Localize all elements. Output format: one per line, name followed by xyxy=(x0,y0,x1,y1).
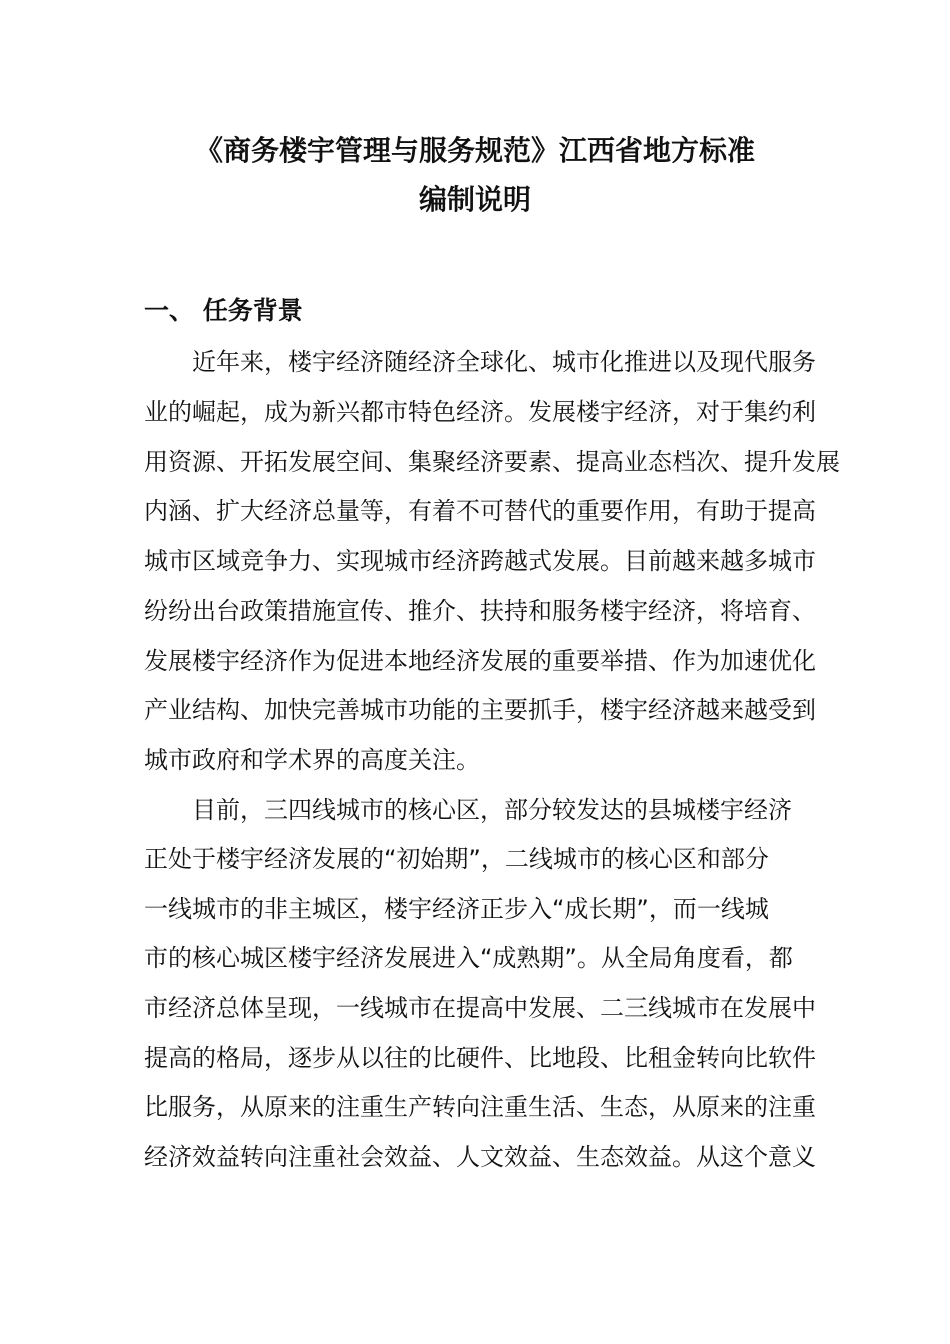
paragraph-line: 用资源、开拓发展空间、集聚经济要素、提高业态档次、提升发展 xyxy=(144,448,840,476)
paragraph-line: 纷纷出台政策措施宣传、推介、扶持和服务楼宇经济，将培育、 xyxy=(144,597,816,625)
paragraph-line: 发展楼宇经济作为促进本地经济发展的重要举措、作为加速优化 xyxy=(144,647,816,675)
paragraph-line: 比服务，从原来的注重生产转向注重生活、生态，从原来的注重 xyxy=(144,1093,816,1121)
paragraph-line: 近年来，楼宇经济随经济全球化、城市化推进以及现代服务 xyxy=(144,348,816,376)
paragraph-line: 市经济总体呈现，一线城市在提高中发展、二三线城市在发展中 xyxy=(144,994,816,1022)
paragraph-line: 城市区域竞争力、实现城市经济跨越式发展。目前越来越多城市 xyxy=(144,547,816,575)
document-title-line1: 《商务楼宇管理与服务规范》江西省地方标准 xyxy=(194,134,755,167)
section-heading-task-background: 一、 任务背景 xyxy=(144,296,303,325)
paragraph-line: 目前，三四线城市的核心区，部分较发达的县城楼宇经济 xyxy=(144,796,792,824)
document-title-line2: 编制说明 xyxy=(418,183,531,216)
paragraph-line: 提高的格局，逐步从以往的比硬件、比地段、比租金转向比软件 xyxy=(144,1044,816,1072)
paragraph-line: 业的崛起，成为新兴都市特色经济。发展楼宇经济，对于集约利 xyxy=(144,398,816,426)
paragraph-line: 正处于楼宇经济发展的“初始期”，二线城市的核心区和部分 xyxy=(144,845,769,873)
paragraph-line: 产业结构、加快完善城市功能的主要抓手，楼宇经济越来越受到 xyxy=(144,696,816,724)
paragraph-line: 市的核心城区楼宇经济发展进入“成熟期”。从全局角度看，都 xyxy=(144,944,793,972)
paragraph-line: 一线城市的非主城区，楼宇经济正步入“成长期”，而一线城 xyxy=(144,895,769,923)
paragraph-line: 经济效益转向注重社会效益、人文效益、生态效益。从这个意义 xyxy=(144,1143,816,1171)
paragraph-line: 内涵、扩大经济总量等，有着不可替代的重要作用，有助于提高 xyxy=(144,497,816,525)
paragraph-line: 城市政府和学术界的高度关注。 xyxy=(144,746,480,774)
